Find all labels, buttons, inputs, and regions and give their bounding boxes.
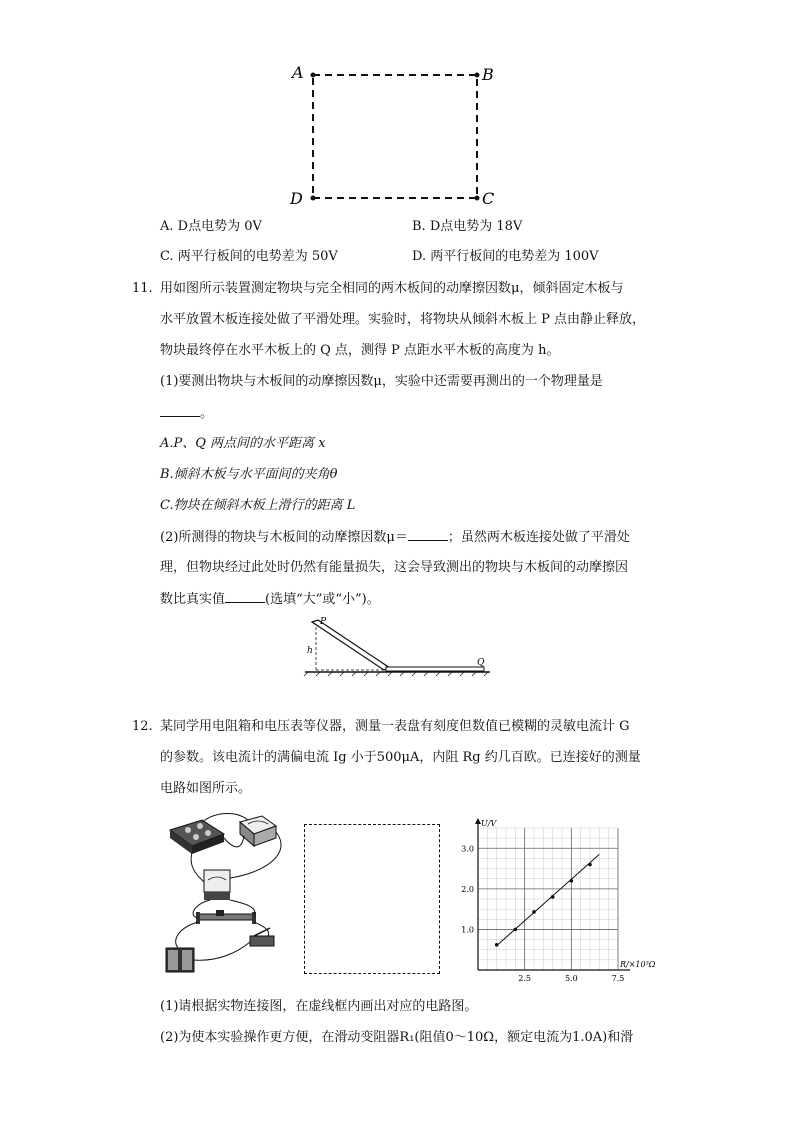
x-axis-label: R/×10³Ω	[620, 960, 656, 969]
y-axis-label: U/V	[481, 819, 497, 828]
slide-rheostat	[196, 910, 256, 924]
x-tick-label: 5.0	[564, 974, 578, 983]
label-h: h	[307, 646, 313, 656]
q12-part-2: (2)为使本实验操作更方便，在滑动变阻器R₁(阻值0～10Ω，额定电流为1.0A)和滑	[160, 1030, 634, 1045]
u-r-chart	[448, 816, 658, 984]
q11-part-2-end: 数比真实值 (选填“大”或“小”)。	[160, 592, 380, 607]
q11-stem-1: 用如图所示装置测定物块与完全相同的两木板间的动摩擦因数μ，倾斜固定木板与	[160, 281, 624, 296]
q10-option-b: B. D点电势为 18V	[412, 219, 523, 234]
q11-part-2-cont: 理，但物块经过此处时仍然有能量损失，这会导致测出的物块与木板间的动摩擦因	[160, 560, 629, 575]
data-point	[514, 928, 518, 932]
point-c	[475, 196, 480, 201]
q10-option-c: C. 两平行板间的电势差为 50V	[160, 249, 338, 264]
rectangle-abcd-figure	[280, 60, 510, 210]
point-b	[475, 73, 480, 78]
battery	[166, 948, 194, 972]
point-a	[311, 73, 316, 78]
q11-part-1-answer: 。	[160, 404, 213, 423]
label-b: B	[482, 65, 494, 84]
label-d: D	[290, 189, 303, 208]
q11-number: 11.	[132, 281, 153, 296]
y-tick-label: 1.0	[461, 925, 474, 935]
switch	[250, 928, 274, 946]
fit-line	[497, 854, 600, 945]
q12-part-1: (1)请根据实物连接图，在虚线框内画出对应的电路图。	[160, 999, 478, 1014]
q11-stem-3: 物块最终停在水平木板上的 Q 点，测得 P 点距水平木板的高度为 h。	[160, 343, 560, 358]
circuit-photo	[158, 812, 298, 982]
inclined-board	[312, 620, 390, 670]
answer-blank[interactable]	[160, 404, 200, 417]
q11-option-b: B.倾斜木板与水平面间的夹角θ	[160, 467, 338, 482]
resistance-box	[170, 820, 224, 854]
data-point	[495, 943, 499, 947]
data-point	[551, 895, 555, 899]
circuit-drawing-box[interactable]	[304, 824, 440, 974]
q11-option-a: A.P、Q 两点间的水平距离 x	[160, 436, 326, 451]
label-a: A	[292, 63, 304, 82]
data-point	[588, 863, 592, 867]
q12-number: 12.	[132, 719, 153, 734]
q12-stem-3: 电路如图所示。	[160, 781, 252, 796]
dashed-rectangle	[313, 75, 477, 198]
point-d	[311, 196, 316, 201]
label-c: C	[482, 189, 495, 208]
label-p: P	[320, 617, 327, 627]
y-tick-label: 2.0	[461, 884, 474, 894]
horizontal-board	[386, 667, 484, 671]
q10-option-a: A. D点电势为 0V	[160, 219, 262, 234]
galvanometer	[204, 870, 230, 900]
data-point	[532, 910, 536, 914]
x-tick-label: 7.5	[611, 974, 625, 983]
label-q: Q	[477, 658, 485, 668]
voltmeter	[240, 816, 276, 846]
q11-part-2: (2)所测得的物块与木板间的动摩擦因数μ＝ ；虽然两木板连接处做了平滑处	[160, 530, 630, 545]
q10-option-d: D. 两平行板间的电势差为 100V	[412, 249, 599, 264]
q11-part-1: (1)要测出物块与木板间的动摩擦因数μ，实验中还需要再测出的一个物理量是	[160, 374, 603, 389]
x-tick-label: 2.5	[518, 974, 532, 983]
q11-stem-2: 水平放置木板连接处做了平滑处理。实验时，将物块从倾斜木板上 P 点由静止释放，	[160, 312, 646, 327]
incline-figure	[300, 615, 500, 680]
q11-option-c: C.物块在倾斜木板上滑行的距离 L	[160, 498, 356, 513]
q12-stem-1: 某同学用电阻箱和电压表等仪器，测量一表盘有刻度但数值已模糊的灵敏电流计 G	[160, 719, 630, 734]
q12-stem-2: 的参数。该电流计的满偏电流 Ig 小于500μA，内阻 Rg 约几百欧。已连接好的测量	[160, 750, 641, 765]
answer-blank[interactable]	[408, 528, 448, 541]
y-tick-label: 3.0	[461, 844, 474, 854]
data-point	[570, 879, 574, 883]
answer-blank[interactable]	[225, 590, 265, 603]
